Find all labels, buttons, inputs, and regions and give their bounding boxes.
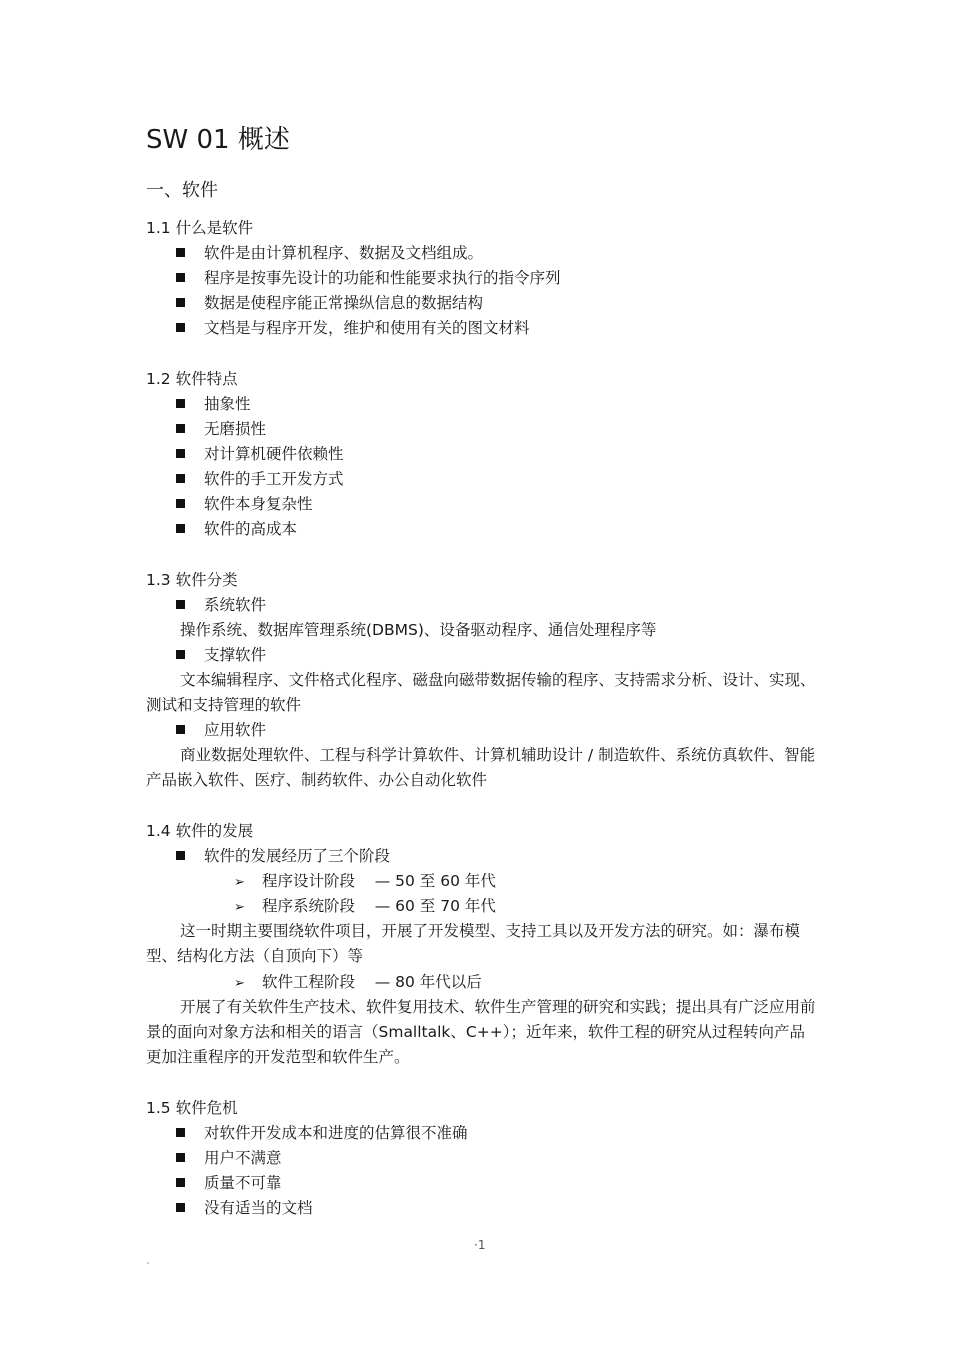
square-bullet-icon (176, 424, 185, 433)
support-software-description: 文本编辑程序、文件格式化程序、磁盘向磁带数据传输的程序、支持需求分析、设计、实现、测试和支持管理的软件 (146, 671, 816, 714)
subsection-heading-1-5: 1.5 软件危机 (146, 1099, 238, 1117)
list-item: 无磨损性 (176, 417, 266, 441)
list-item: 软件的手工开发方式 (176, 467, 344, 491)
stage2-description: 这一时期主要围绕软件项目，开展了开发模型、支持工具以及开发方法的研究。如：瀑布模型、结构化方法（自顶向下）等 (146, 922, 801, 965)
list-item: 系统软件 (176, 593, 266, 617)
corner-mark: ` (146, 1262, 151, 1273)
list-item: 抽象性 (176, 392, 251, 416)
document-title: SW 01 概述 (146, 125, 290, 155)
square-bullet-icon (176, 1128, 185, 1137)
list-item: 程序是按事先设计的功能和性能要求执行的指令序列 (176, 266, 561, 290)
list-item: 用户不满意 (176, 1146, 282, 1170)
list-item: 对计算机硬件依赖性 (176, 442, 344, 466)
square-bullet-icon (176, 298, 185, 307)
square-bullet-icon (176, 1153, 185, 1162)
square-bullet-icon (176, 600, 185, 609)
stage-item: ➢ 程序系统阶段 — 60 至 70 年代 (234, 894, 496, 920)
square-bullet-icon (176, 323, 185, 332)
list-item: 应用软件 (176, 718, 266, 742)
square-bullet-icon (176, 248, 185, 257)
square-bullet-icon (176, 499, 185, 508)
arrow-bullet-icon: ➢ (234, 976, 245, 991)
list-item: 没有适当的文档 (176, 1196, 313, 1220)
list-item: 支撑软件 (176, 643, 266, 667)
arrow-bullet-icon: ➢ (234, 875, 245, 890)
page-number: ·1 (474, 1238, 486, 1252)
subsection-heading-1-1: 1.1 什么是软件 (146, 219, 254, 237)
square-bullet-icon (176, 273, 185, 282)
stage-item: ➢ 软件工程阶段 — 80 年代以后 (234, 970, 482, 996)
square-bullet-icon (176, 1203, 185, 1212)
stage3-description: 开展了有关软件生产技术、软件复用技术、软件生产管理的研究和实践；提出具有广泛应用前景的面向对象方法和相关的语言（Smalltalk、C++）；近年来，软件工程的研究从过程转向产品更加注重程序的开发范型和软件生产。 (146, 998, 816, 1066)
square-bullet-icon (176, 725, 185, 734)
square-bullet-icon (176, 449, 185, 458)
square-bullet-icon (176, 1178, 185, 1187)
arrow-bullet-icon: ➢ (234, 900, 245, 915)
system-software-description: 操作系统、数据库管理系统(DBMS)、设备驱动程序、通信处理程序等 (180, 621, 657, 639)
subsection-heading-1-4: 1.4 软件的发展 (146, 822, 254, 840)
square-bullet-icon (176, 524, 185, 533)
square-bullet-icon (176, 851, 185, 860)
list-item: 文档是与程序开发，维护和使用有关的图文材料 (176, 316, 530, 340)
subsection-heading-1-2: 1.2 软件特点 (146, 370, 238, 388)
list-item: 软件的高成本 (176, 517, 297, 541)
square-bullet-icon (176, 474, 185, 483)
list-item: 数据是使程序能正常操纵信息的数据结构 (176, 291, 483, 315)
stage-item: ➢ 程序设计阶段 — 50 至 60 年代 (234, 869, 496, 895)
list-item: 软件本身复杂性 (176, 492, 313, 516)
section-heading-software: 一、软件 (146, 180, 218, 201)
square-bullet-icon (176, 399, 185, 408)
list-item: 对软件开发成本和进度的估算很不准确 (176, 1121, 468, 1145)
square-bullet-icon (176, 650, 185, 659)
list-item: 软件是由计算机程序、数据及文档组成。 (176, 241, 483, 265)
list-item: 质量不可靠 (176, 1171, 282, 1195)
subsection-heading-1-3: 1.3 软件分类 (146, 571, 238, 589)
application-software-description: 商业数据处理软件、工程与科学计算软件、计算机辅助设计 / 制造软件、系统仿真软件、智能产品嵌入软件、医疗、制药软件、办公自动化软件 (146, 746, 816, 789)
list-item: 软件的发展经历了三个阶段 (176, 844, 390, 868)
